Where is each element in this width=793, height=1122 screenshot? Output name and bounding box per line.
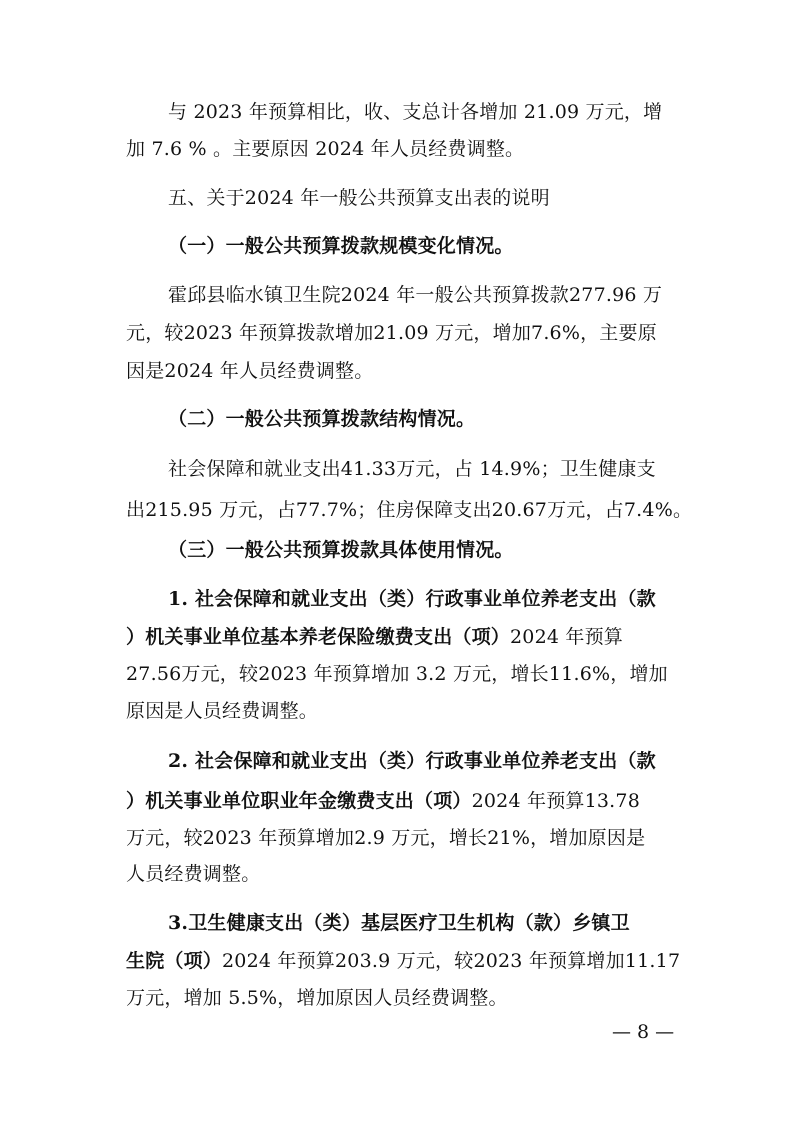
subsection-one-line-3: 因是2024 年人员经费调整。 — [126, 360, 374, 382]
intro-line-2: 加 7.6 % 。主要原因 2024 年人员经费调整。 — [126, 138, 525, 160]
item-two-line-2-bold: ）机关事业单位职业年金缴费支出（项） — [126, 790, 472, 812]
item-one-line-2 — [126, 617, 671, 657]
item-three-line-1: 3.卫生健康支出（类）基层医疗卫生机构（款）乡镇卫 — [168, 912, 630, 934]
item-three-line-2-rest: 2024 年预算203.9 万元，较2023 年预算增加11.17 — [222, 950, 681, 972]
item-two-line-2 — [126, 781, 671, 821]
section-five-heading: 五、关于2024 年一般公共预算支出表的说明 — [168, 187, 550, 209]
item-one-line-3: 27.56万元，较2023 年预算增加 3.2 万元，增长11.6%，增加 — [126, 663, 668, 685]
subsection-two-heading: （二）一般公共预算拨款结构情况。 — [168, 408, 476, 430]
item-one-line-2-rest: 2024 年预算 — [510, 626, 624, 648]
subsection-two-line-2: 出215.95 万元，占77.7%；住房保障支出20.67万元，占7.4%。 — [126, 499, 693, 521]
item-two-line-3: 万元，较2023 年预算增加2.9 万元，增长21%，增加原因是 — [126, 827, 646, 849]
intro-line-1: 与 2023 年预算相比，收、支总计各增加 21.09 万元，增 — [168, 101, 663, 123]
item-three-line-3: 万元，增加 5.5%，增加原因人员经费调整。 — [126, 987, 508, 1009]
item-three-line-2 — [126, 941, 681, 981]
page-number: — 8 — — [612, 1021, 675, 1043]
subsection-two-line-1: 社会保障和就业支出41.33万元，占 14.9%；卫生健康支 — [168, 458, 656, 480]
subsection-one-line-2: 元，较2023 年预算拨款增加21.09 万元，增加7.6%，主要原 — [126, 322, 657, 344]
item-one-line-2-bold: ）机关事业单位基本养老保险缴费支出（项） — [126, 626, 511, 648]
subsection-one-line-1: 霍邱县临水镇卫生院2024 年一般公共预算拨款277.96 万 — [168, 284, 663, 306]
item-two-line-4: 人员经费调整。 — [126, 863, 261, 885]
subsection-three-heading: （三）一般公共预算拨款具体使用情况。 — [168, 539, 514, 561]
item-one-line-4: 原因是人员经费调整。 — [126, 700, 319, 722]
item-two-line-1: 2. 社会保障和就业支出（类）行政事业单位养老支出（款 — [168, 750, 656, 772]
item-one-line-1: 1. 社会保障和就业支出（类）行政事业单位养老支出（款 — [168, 588, 656, 610]
subsection-one-heading: （一）一般公共预算拨款规模变化情况。 — [168, 235, 514, 257]
item-two-line-2-rest: 2024 年预算13.78 — [471, 790, 640, 812]
item-three-line-2-bold: 生院（项） — [126, 950, 223, 972]
